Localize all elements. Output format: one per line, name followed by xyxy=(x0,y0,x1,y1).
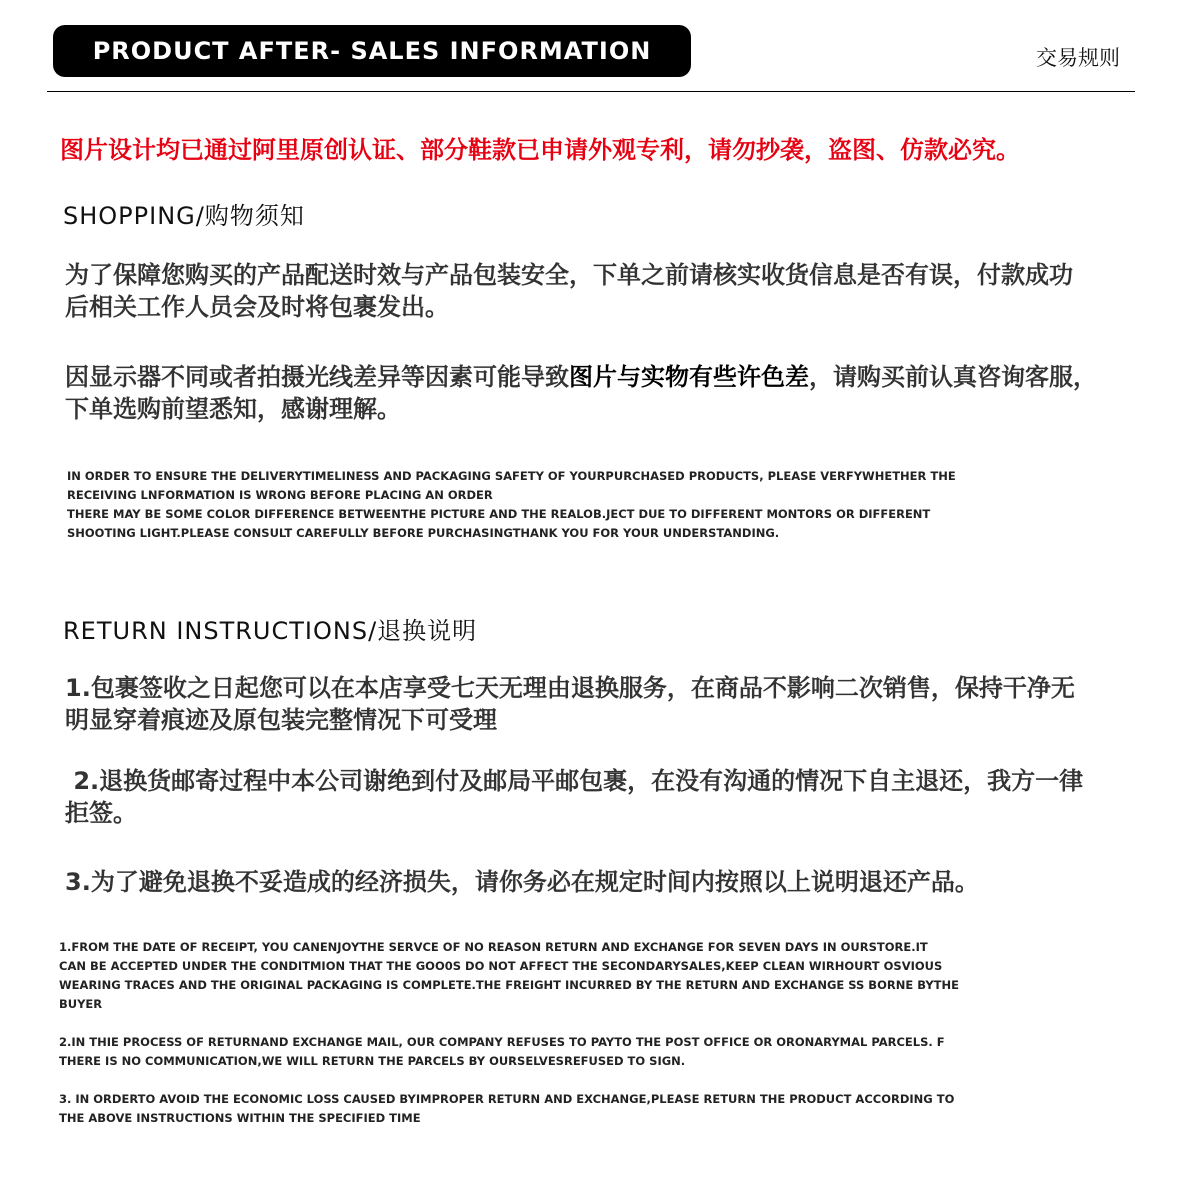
returns-english-line: THERE IS NO COMMUNICATION,WE WILL RETURN THE PARCELS BY OURSELVESREFUSED TO SIGN. xyxy=(59,1054,686,1068)
shopping-paragraph-2 xyxy=(65,361,1165,425)
page-title-banner: PRODUCT AFTER- SALES INFORMATION xyxy=(53,25,691,77)
shopping-english-notice xyxy=(67,467,1067,543)
trade-rules-link[interactable]: 交易规则 xyxy=(1036,46,1120,70)
returns-english-line: WEARING TRACES AND THE ORIGINAL PACKAGING IS COMPLETE.THE FREIGHT INCURRED BY THE RETURN AND EXCHANGE SS BORNE BYTHE xyxy=(59,978,959,992)
color-notice-prefix: 因显示器不同或者拍摄光线差异等因素可能导致 xyxy=(65,363,569,391)
header-divider xyxy=(47,91,1135,92)
color-difference-highlight: 图片与实物有些许色差 xyxy=(569,363,809,391)
returns-item-2 xyxy=(65,765,1165,829)
shopping-section-title: SHOPPING/购物须知 xyxy=(63,202,305,230)
shopping-paragraph-2-line-1 xyxy=(65,361,1165,393)
returns-english-line: 1.FROM THE DATE OF RECEIPT, YOU CANENJOYTHE SERVCE OF NO REASON RETURN AND EXCHANGE FOR SEVEN DAYS IN OURSTORE.IT xyxy=(59,940,928,954)
shopping-paragraph-2-line-2: 下单选购前望悉知，感谢理解。 xyxy=(65,395,401,423)
returns-english-line: THE ABOVE INSTRUCTIONS WITHIN THE SPECIFIED TIME xyxy=(59,1111,421,1125)
returns-english-2 xyxy=(59,1033,1059,1071)
returns-english-line: 3. IN ORDERTO AVOID THE ECONOMIC LOSS CAUSED BYIMPROPER RETURN AND EXCHANGE,PLEASE RETURN THE PRODUCT ACCORDING TO xyxy=(59,1092,955,1106)
returns-english-line: 2.IN THIE PROCESS OF RETURNAND EXCHANGE MAIL, OUR COMPANY REFUSES TO PAYTO THE POST OFFICE OR ORONARYMAL PARCELS. F xyxy=(59,1035,945,1049)
returns-english-line: BUYER xyxy=(59,997,103,1011)
shopping-paragraph-1-line-1: 为了保障您购买的产品配送时效与产品包装安全，下单之前请核实收货信息是否有误，付款成功 xyxy=(65,261,1073,289)
shopping-english-line: IN ORDER TO ENSURE THE DELIVERYTIMELINESS AND PACKAGING SAFETY OF YOURPURCHASED PRODUCTS, PLEASE VERFYWHETHER THE xyxy=(67,469,956,483)
returns-english-line: CAN BE ACCEPTED UNDER THE CONDITMION THAT THE GOO0S DO NOT AFFECT THE SECONDARYSALES,KEEP CLEAN WIRHOURT OSVIOUS xyxy=(59,959,943,973)
returns-item-3-line-1: 3.为了避免退换不妥造成的经济损失，请你务必在规定时间内按照以上说明退还产品。 xyxy=(65,868,979,896)
returns-item-1-line-1: 1.包裹签收之日起您可以在本店享受七天无理由退换服务，在商品不影响二次销售，保持干净无 xyxy=(65,674,1075,702)
shopping-english-line: THERE MAY BE SOME COLOR DIFFERENCE BETWEENTHE PICTURE AND THE REALOB.JECT DUE TO DIFFERENT MONTORS OR DIFFERENT xyxy=(67,507,931,521)
returns-english-3 xyxy=(59,1090,1059,1128)
copyright-notice: 图片设计均已通过阿里原创认证、部分鞋款已申请外观专利，请勿抄袭，盗图、仿款必究。 xyxy=(60,136,1020,164)
shopping-paragraph-1 xyxy=(65,259,1165,323)
shopping-english-line: RECEIVING LNFORMATION IS WRONG BEFORE PLACING AN ORDER xyxy=(67,488,493,502)
shopping-paragraph-1-line-2: 后相关工作人员会及时将包裹发出。 xyxy=(65,293,449,321)
returns-item-3 xyxy=(65,866,1165,898)
color-notice-suffix: ，请购买前认真咨询客服， xyxy=(809,363,1097,391)
shopping-english-line: SHOOTING LIGHT.PLEASE CONSULT CAREFULLY BEFORE PURCHASINGTHANK YOU FOR YOUR UNDERSTANDING. xyxy=(67,526,780,540)
returns-section-title: RETURN INSTRUCTIONS/退换说明 xyxy=(63,617,478,645)
returns-item-2-line-1: 2.退换货邮寄过程中本公司谢绝到付及邮局平邮包裹，在没有沟通的情况下自主退还，我方一律 xyxy=(65,767,1084,795)
returns-item-2-line-2: 拒签。 xyxy=(65,799,137,827)
returns-item-1 xyxy=(65,672,1165,736)
returns-english-1 xyxy=(59,938,1059,1014)
returns-item-1-line-2: 明显穿着痕迹及原包装完整情况下可受理 xyxy=(65,706,497,734)
